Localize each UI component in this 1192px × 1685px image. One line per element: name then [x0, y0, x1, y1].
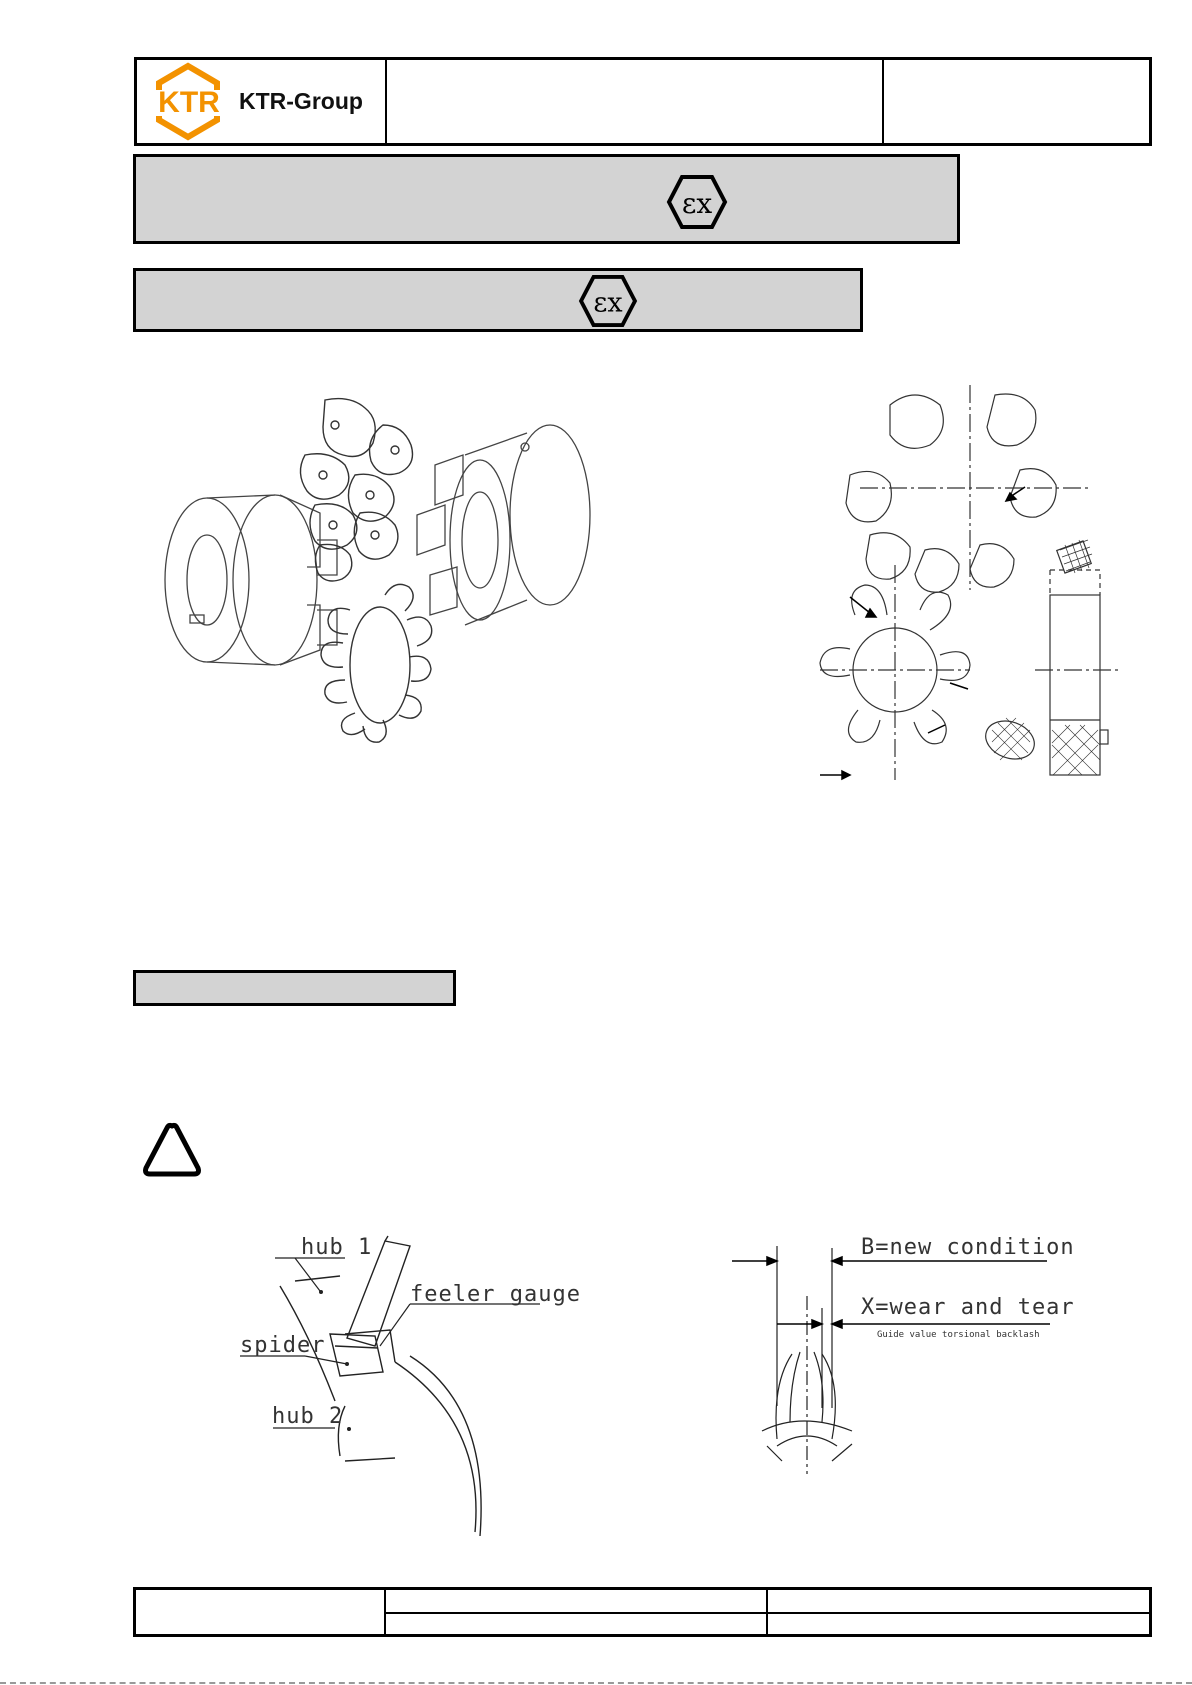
label-wear-and-tear: X=wear and tear — [861, 1295, 1075, 1320]
logo — [137, 60, 385, 143]
company-name: KTR-Group — [239, 88, 363, 114]
spider-technical-drawing — [820, 385, 1120, 785]
label-spider: spider — [240, 1333, 326, 1358]
ex-symbol-icon — [579, 275, 637, 327]
page-bottom-rule — [0, 1682, 1192, 1684]
header-title-cell — [385, 60, 387, 143]
coupling-exploded-view — [155, 395, 625, 765]
svg-text:εx: εx — [681, 187, 713, 220]
header-block — [134, 57, 1152, 146]
title-banner — [133, 154, 960, 244]
warning-triangle-icon — [140, 1120, 204, 1180]
header-doc-cell — [882, 60, 884, 143]
label-hub-1: hub 1 — [301, 1235, 373, 1260]
svg-text:εx: εx — [593, 287, 623, 319]
footer-block — [133, 1587, 1152, 1637]
label-hub-2: hub 2 — [272, 1404, 344, 1429]
backlash-drawing — [732, 1236, 1062, 1476]
footer-divider — [384, 1612, 1149, 1614]
ex-symbol-icon — [667, 175, 727, 229]
label-feeler-gauge: feeler gauge — [410, 1282, 581, 1307]
label-new-condition: B=new condition — [861, 1235, 1075, 1260]
logo-mark-text: KTR — [158, 86, 220, 119]
section-heading-box — [133, 970, 456, 1006]
subtitle-banner — [133, 268, 863, 332]
label-guide-value: Guide value torsional backlash — [877, 1330, 1040, 1340]
